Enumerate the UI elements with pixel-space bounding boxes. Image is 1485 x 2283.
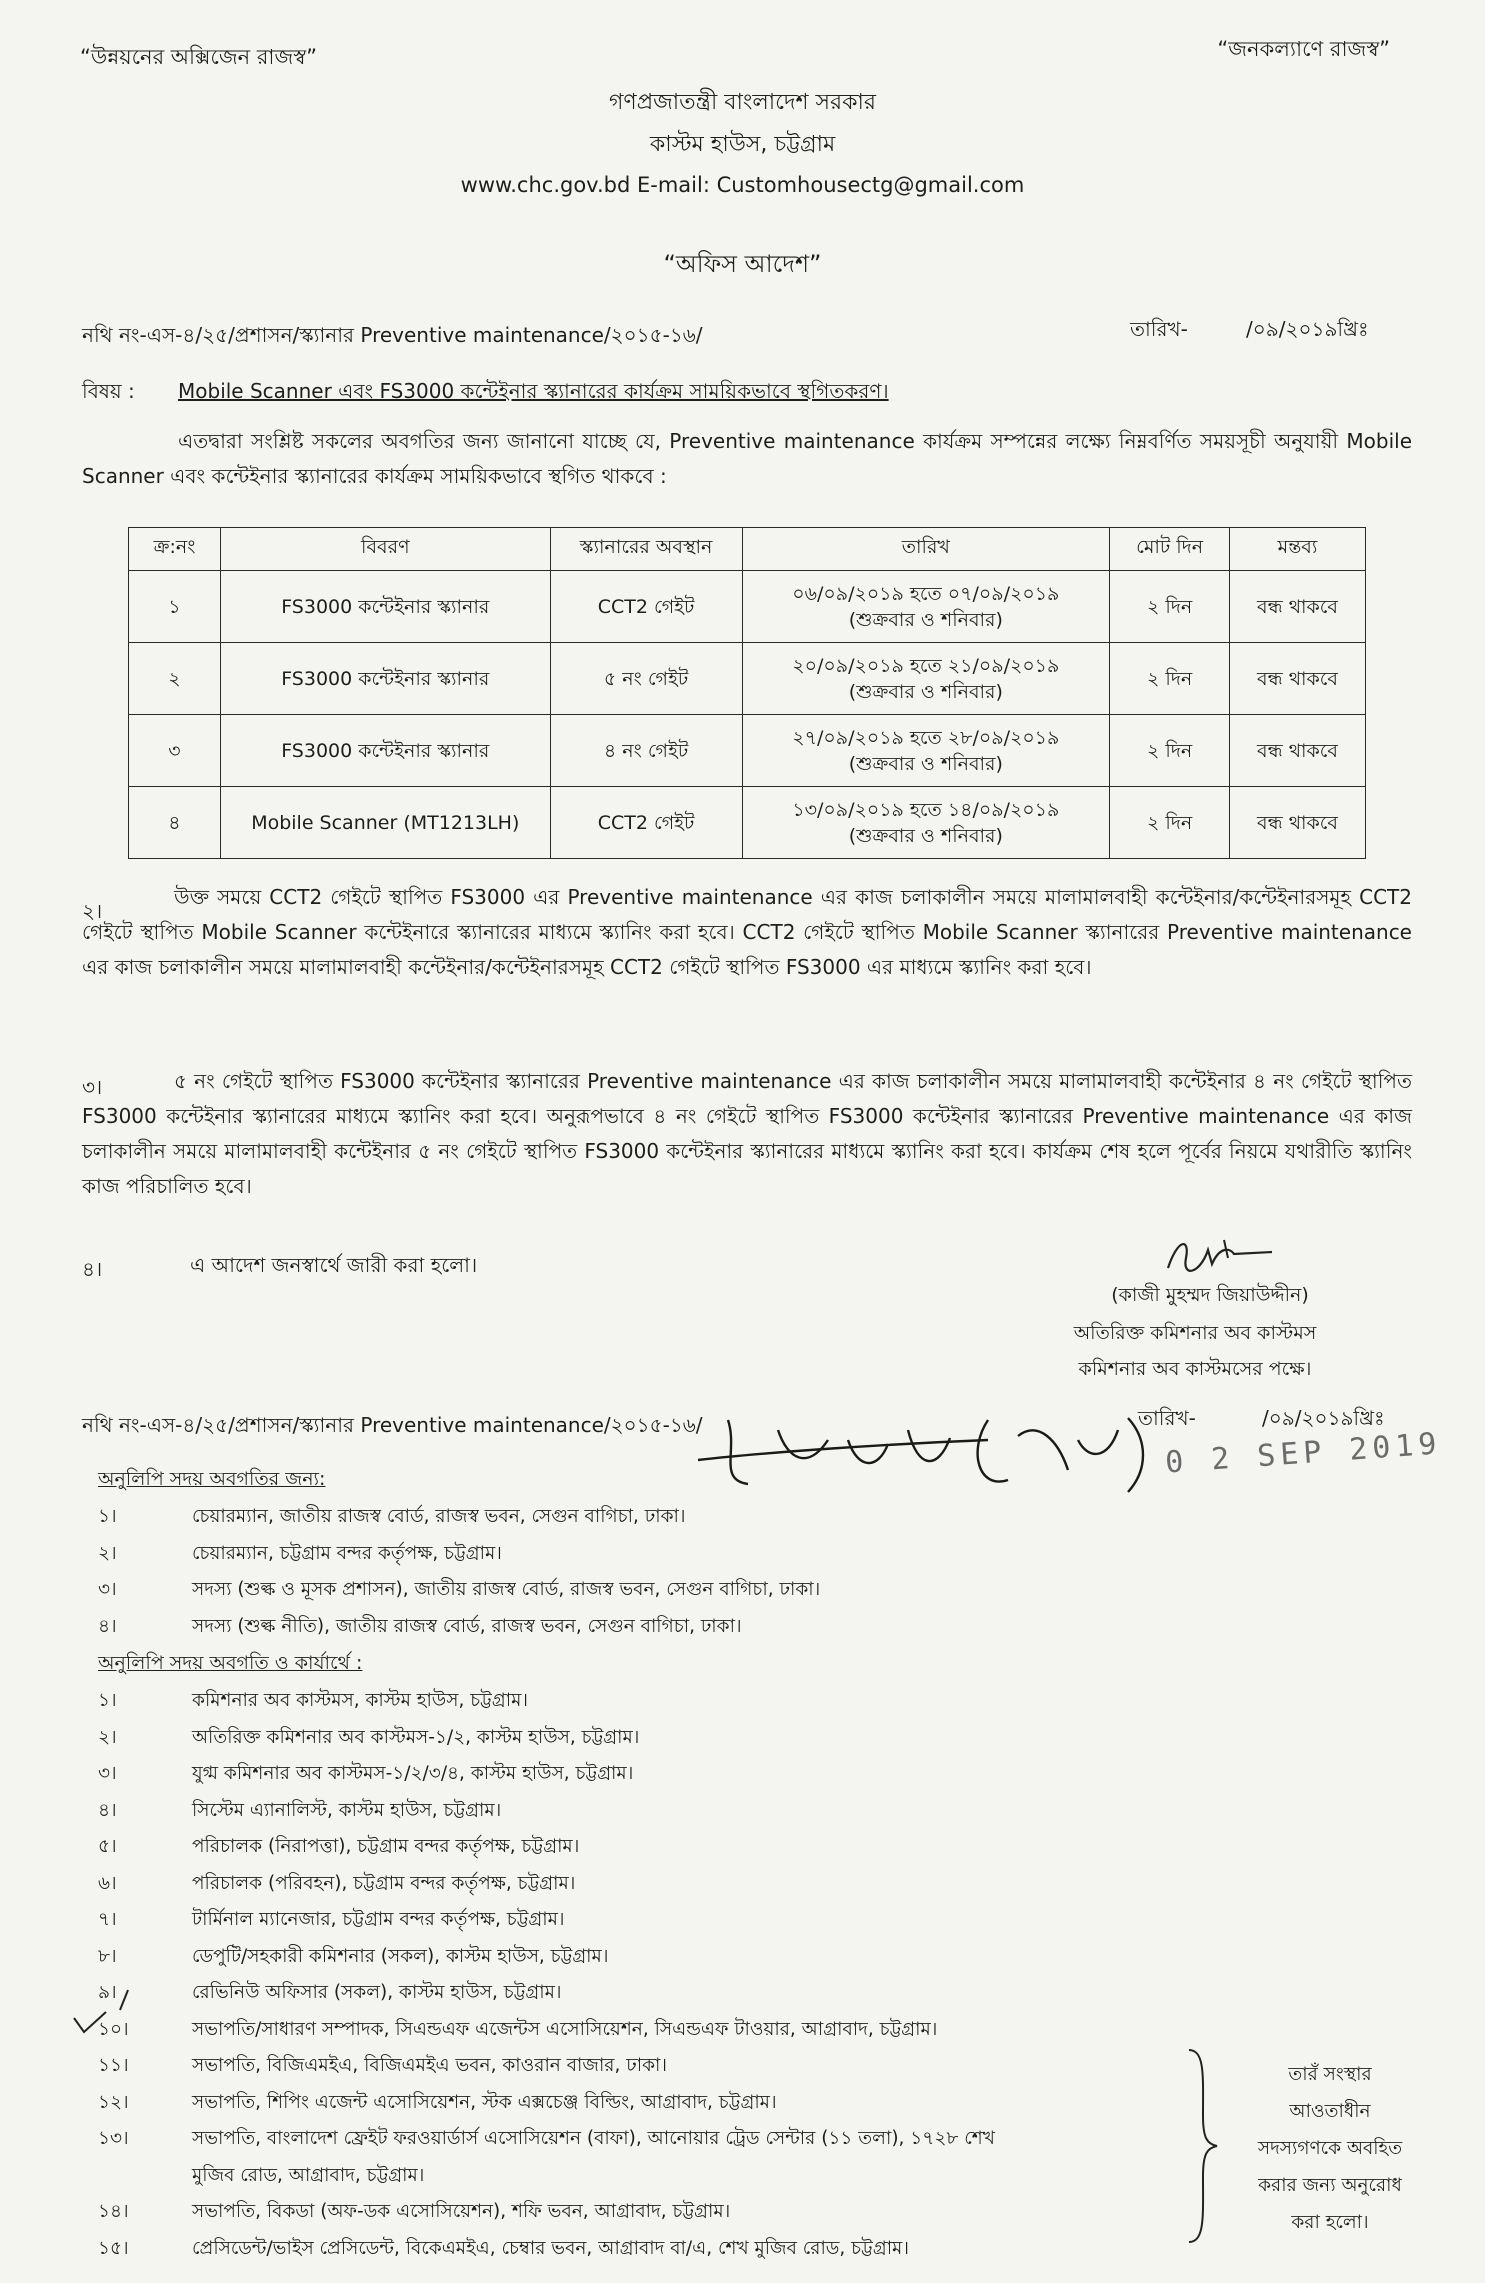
cell-description: FS3000 কন্টেইনার স্ক্যানার <box>220 715 550 787</box>
side-note: তারঁ সংস্থার আওতাধীন সদস্যগণকে অবহিত করার জন্য অনুরোধ করা হলো। <box>1257 2064 1403 2233</box>
paragraph-4: এ আদেশ জনস্বার্থে জারী করা হলো। <box>190 1253 478 1277</box>
received-date-stamp: 0 2 SEP 2019 <box>1164 1426 1443 1481</box>
col-header-date: তারিখ <box>742 528 1110 571</box>
cell-date <box>742 571 1110 643</box>
list-item: ৯। রেভিনিউ অফিসার (সকল), কাস্টম হাউস, চট্টগ্রাম। <box>98 1982 562 2003</box>
col-header-sl: ক্র:নং <box>129 528 221 571</box>
cell-sl: ২ <box>129 643 221 715</box>
list-item: ৩। যুগ্ম কমিশনার অব কাস্টমস-১/২/৩/৪, কাস্টম হাউস, চট্টগ্রাম। <box>98 1763 634 1784</box>
cell-location: CCT2 গেইট <box>550 787 742 859</box>
col-header-remark: মন্তব্য <box>1230 528 1366 571</box>
contact-line: www.chc.gov.bd E-mail: Customhousectg@gmail.com <box>460 173 1025 197</box>
copy-info-heading: অনুলিপি সদয় অবগতির জন্য: <box>98 1468 326 1490</box>
cell-remark: বন্ধ থাকবে <box>1230 787 1366 859</box>
copy-info-list <box>98 1499 1198 1645</box>
list-item: ৩। সদস্য (শুল্ক ও মূসক প্রশাসন), জাতীয় রাজস্ব বোর্ড, রাজস্ব ভবন, সেগুন বাগিচা, ঢাকা। <box>98 1579 821 1600</box>
list-item: ১২। সভাপতি, শিপিং এজেন্ট এসোসিয়েশন, স্টক এক্সচেঞ্জ বিল্ডিং, আগ্রাবাদ, চট্টগ্রাম। <box>98 2091 777 2113</box>
paragraph-2: উক্ত সময়ে CCT2 গেইটে স্থাপিত FS3000 এর Preventive maintenance এর কাজ চলাকালীন সময়ে মালামালবাহী কন্টেইনার/কন্টেইনারসমূহ CCT2 গেইটে স্থাপিত Mobile Scanner কন্টেইনারে স্ক্যানারের মাধ্যমে স্ক্যানিং করা হবে। CCT2 গেইটে স্থাপিত Mobile Scanner স্ক্যানারের Preventive maintenance এর কাজ চলাকালীন সময়ে মালামালবাহী কন্টেইনার/কন্টেইনারসমূহ CCT2 গেইটে স্থাপিত FS3000 এর মাধ্যমে স্ক্যানিং করা হবে। <box>82 885 1412 979</box>
paragraph-number: ৪। <box>82 1257 103 1281</box>
col-header-location: স্ক্যানারের অবস্থান <box>550 528 742 571</box>
cell-location: ৫ নং গেইট <box>550 643 742 715</box>
reference-number: নথি নং-এস-৪/২৫/প্রশাসন/স্ক্যানার Preventive maintenance/২০১৫-১৬/ <box>82 323 703 347</box>
table-row <box>129 643 1366 715</box>
cell-sl: ৩ <box>129 715 221 787</box>
list-item: মুজিব রোড, আগ্রাবাদ, চট্টগ্রাম। <box>192 2164 425 2186</box>
table-row <box>129 571 1366 643</box>
motto-left: “উন্নয়নের অক্সিজেন রাজস্ব” <box>80 45 317 69</box>
subject-label: বিষয় : <box>82 379 135 403</box>
date-label: তারিখ- <box>1130 317 1188 341</box>
list-item: ১৫। প্রেসিডেন্ট/ভাইস প্রেসিডেন্ট, বিকেএমইএ, চেম্বার ভবন, আগ্রাবাদ বা/এ, শেখ মুজিব রোড, চট্টগ্রাম। <box>98 2237 909 2259</box>
copy-date-label: তারিখ- <box>1138 1406 1196 1430</box>
cell-date <box>742 787 1110 859</box>
cell-sl: ৪ <box>129 787 221 859</box>
office-name: কাস্টম হাউস, চট্টগ্রাম <box>649 132 836 157</box>
cell-description: FS3000 কন্টেইনার স্ক্যানার <box>220 571 550 643</box>
signatory-on-behalf: কমিশনার অব কাস্টমসের পক্ষে। <box>1078 1358 1312 1380</box>
list-item: ১০। সভাপতি/সাধারণ সম্পাদক, সিএন্ডএফ এজেন্টস এসোসিয়েশন, সিএন্ডএফ টাওয়ার, আগ্রাবাদ, চট্টগ্রাম। <box>98 2018 938 2040</box>
date-range: ১৩/০৯/২০১৯ হতে ১৪/০৯/২০১৯ <box>792 798 1060 821</box>
govt-name: গণপ্রজাতন্ত্রী বাংলাদেশ সরকার <box>608 90 877 115</box>
cell-description: Mobile Scanner (MT1213LH) <box>220 787 550 859</box>
motto-right: “জনকল্যাণে রাজস্ব” <box>1217 37 1390 61</box>
col-header-total-days: মোট দিন <box>1110 528 1230 571</box>
cell-date <box>742 715 1110 787</box>
handwritten-dispatch-number <box>688 1400 1158 1500</box>
day-names: (শুক্রবার ও শনিবার) <box>848 680 1003 703</box>
table-row <box>129 787 1366 859</box>
list-item: ১৩। সভাপতি, বাংলাদেশ ফ্রেইট ফরওয়ার্ডার্স এসোসিয়েশন (বাফা), আনোয়ার ট্রেড সেন্টার (১১ তলা), ১৭২৮ শেখ <box>98 2128 995 2149</box>
list-item: ২। চেয়ারম্যান, চট্টগ্রাম বন্দর কর্তৃপক্ষ, চট্টগ্রাম। <box>98 1542 502 1564</box>
paragraph-number: ৩। <box>82 1075 103 1099</box>
list-item: ১। চেয়ারম্যান, জাতীয় রাজস্ব বোর্ড, রাজস্ব ভবন, সেগুন বাগিচা, ঢাকা। <box>98 1506 686 1527</box>
cell-remark: বন্ধ থাকবে <box>1230 715 1366 787</box>
intro-paragraph: এতদ্বারা সংশ্লিষ্ট সকলের অবগতির জন্য জানানো যাচ্ছে যে, Preventive maintenance কার্যক্রম সম্পন্নের লক্ষ্যে নিম্নবর্ণিত সময়সূচী অনুযায়ী Mobile Scanner এবং কন্টেইনার স্ক্যানারের কার্যক্রম সাময়িকভাবে স্থগিত থাকবে : <box>82 429 1412 488</box>
copy-reference-number: নথি নং-এস-৪/২৫/প্রশাসন/স্ক্যানার Preventive maintenance/২০১৫-১৬/ <box>82 1413 703 1437</box>
cell-total-days: ২ দিন <box>1110 571 1230 643</box>
cell-description: FS3000 কন্টেইনার স্ক্যানার <box>220 643 550 715</box>
list-item: ১৪। সভাপতি, বিকডা (অফ-ডক এসোসিয়েশন), শফি ভবন, আগ্রাবাদ, চট্টগ্রাম। <box>98 2201 731 2222</box>
cell-remark: বন্ধ থাকবে <box>1230 571 1366 643</box>
signature-scrawl <box>1160 1228 1280 1288</box>
handwritten-tick-marks <box>70 1984 150 2038</box>
list-item: ৭। টার্মিনাল ম্যানেজার, চট্টগ্রাম বন্দর কর্তৃপক্ষ, চট্টগ্রাম। <box>98 1909 565 1930</box>
subject-text: Mobile Scanner এবং FS3000 কন্টেইনার স্ক্যানারের কার্যক্রম সাময়িকভাবে স্থগিতকরণ। <box>178 379 889 403</box>
list-item: ২। অতিরিক্ত কমিশনার অব কাস্টমস-১/২, কাস্টম হাউস, চট্টগ্রাম। <box>98 1726 640 1748</box>
table-header-row <box>129 528 1366 571</box>
day-names: (শুক্রবার ও শনিবার) <box>848 608 1003 631</box>
schedule-table <box>128 527 1366 859</box>
cell-remark: বন্ধ থাকবে <box>1230 643 1366 715</box>
paragraph-number: ২। <box>82 899 103 923</box>
date-range: ২৭/০৯/২০১৯ হতে ২৮/০৯/২০১৯ <box>792 726 1060 749</box>
cell-location: CCT2 গেইট <box>550 571 742 643</box>
date-range: ০৬/০৯/২০১৯ হতে ০৭/০৯/২০১৯ <box>792 582 1060 605</box>
cell-sl: ১ <box>129 571 221 643</box>
list-item: ৬। পরিচালক (পরিবহন), চট্টগ্রাম বন্দর কর্তৃপক্ষ, চট্টগ্রাম। <box>98 1872 576 1894</box>
cell-location: ৪ নং গেইট <box>550 715 742 787</box>
copy-date-value: /০৯/২০১৯খ্রিঃ <box>1262 1406 1385 1430</box>
col-header-description: বিবরণ <box>220 528 550 571</box>
date-value: /০৯/২০১৯খ্রিঃ <box>1246 317 1369 341</box>
list-item: ১১। সভাপতি, বিজিএমইএ, বিজিএমইএ ভবন, কাওরান বাজার, ঢাকা। <box>98 2055 667 2076</box>
cell-date <box>742 643 1110 715</box>
date-range: ২০/০৯/২০১৯ হতে ২১/০৯/২০১৯ <box>792 654 1060 677</box>
list-item: ৪। সিস্টেম এ্যানালিস্ট, কাস্টম হাউস, চট্টগ্রাম। <box>98 1799 502 1821</box>
signatory-name: (কাজী মুহম্মদ জিয়াউদ্দীন) <box>1111 1284 1309 1306</box>
signatory-designation: অতিরিক্ত কমিশনার অব কাস্টমস <box>1073 1322 1317 1344</box>
cell-total-days: ২ দিন <box>1110 643 1230 715</box>
day-names: (শুক্রবার ও শনিবার) <box>848 752 1003 775</box>
copy-action-list <box>98 1683 1198 2267</box>
copy-action-heading: অনুলিপি সদয় অবগতি ও কার্যার্থে : <box>98 1652 363 1674</box>
cell-total-days: ২ দিন <box>1110 715 1230 787</box>
table-row <box>129 715 1366 787</box>
document-title: “অফিস আদেশ” <box>663 250 822 278</box>
list-item: ১। কমিশনার অব কাস্টমস, কাস্টম হাউস, চট্টগ্রাম। <box>98 1690 528 1711</box>
paragraph-3: ৫ নং গেইটে স্থাপিত FS3000 কন্টেইনার স্ক্যানারের Preventive maintenance এর কাজ চলাকালীন সময়ে মালামালবাহী কন্টেইনার ৪ নং গেইটে স্থাপিত FS3000 কন্টেইনার স্ক্যানারের মাধ্যমে স্ক্যানিং করা হবে। অনুরূপভাবে ৪ নং গেইটে স্থাপিত FS3000 কন্টেইনার স্ক্যানারের Preventive maintenance এর কাজ চলাকালীন সময়ে মালামালবাহী কন্টেইনার ৫ নং গেইটে স্থাপিত FS3000 কন্টেইনার স্ক্যানারের মাধ্যমে স্ক্যানিং করা হবে। কার্যক্রম শেষ হলে পূর্বের নিয়মে যথারীতি স্ক্যানিং কাজ পরিচালিত হবে। <box>82 1069 1412 1198</box>
list-item: ৮। ডেপুটি/সহকারী কমিশনার (সকল), কাস্টম হাউস, চট্টগ্রাম। <box>98 1945 609 1967</box>
grouping-brace <box>1185 2046 1221 2246</box>
list-item: ৪। সদস্য (শুল্ক নীতি), জাতীয় রাজস্ব বোর্ড, রাজস্ব ভবন, সেগুন বাগিচা, ঢাকা। <box>98 1615 742 1637</box>
cell-total-days: ২ দিন <box>1110 787 1230 859</box>
list-item: ৫। পরিচালক (নিরাপত্তা), চট্টগ্রাম বন্দর কর্তৃপক্ষ, চট্টগ্রাম। <box>98 1836 580 1857</box>
day-names: (শুক্রবার ও শনিবার) <box>848 824 1003 847</box>
